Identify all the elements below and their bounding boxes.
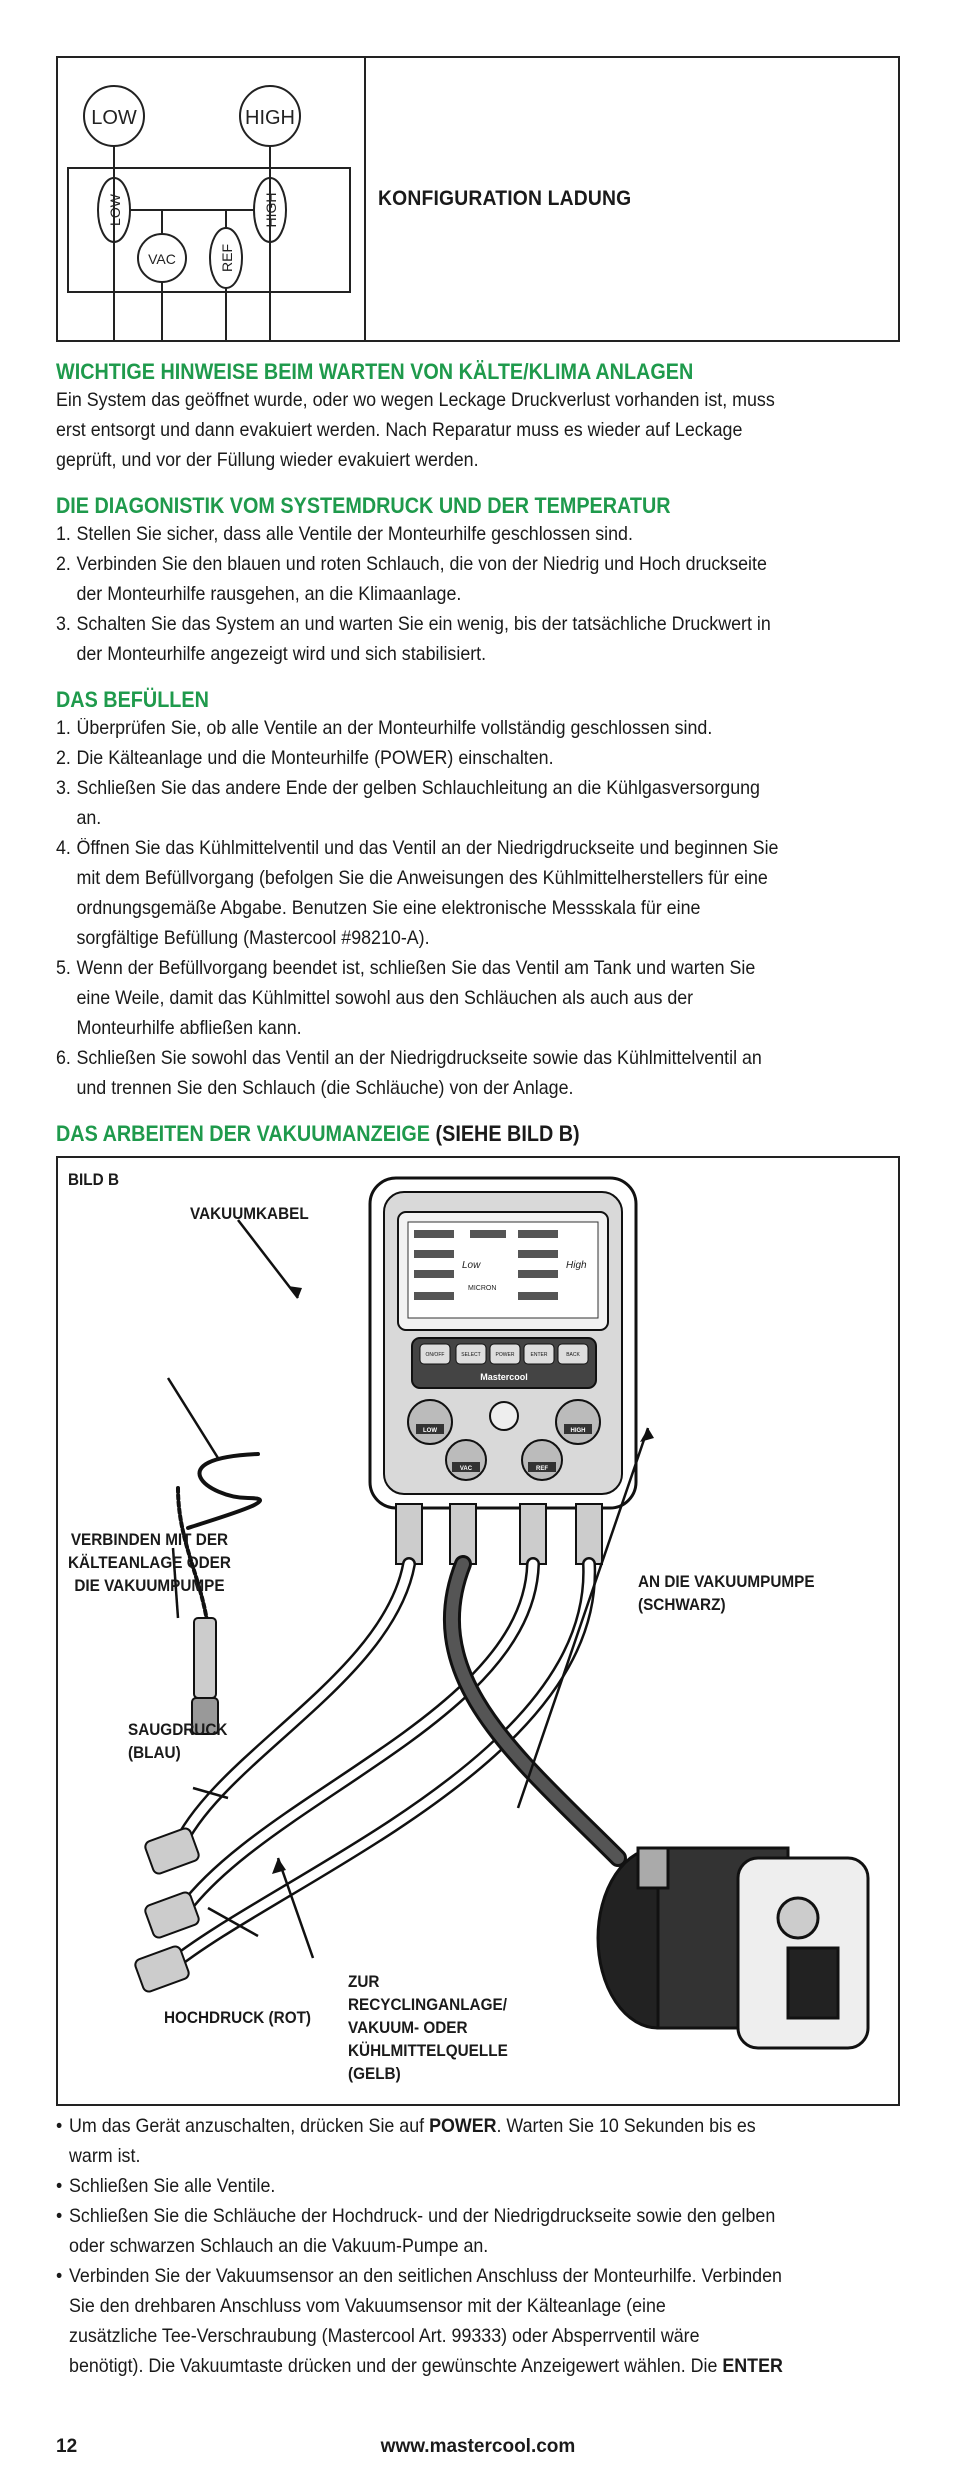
item-text: an. <box>76 808 102 829</box>
digital-manifold-device <box>370 1178 636 1564</box>
ref-valve-label: REF <box>219 244 235 272</box>
configuration-title-cell <box>366 58 898 340</box>
item-text: ordnungsgemäße Abgabe. Benutzen Sie eine elektronische Messskala für eine <box>76 898 701 919</box>
item-number: 2. <box>56 748 71 769</box>
bullet-item <box>56 2172 900 2202</box>
callout-line: (SCHWARZ) <box>638 1595 726 1614</box>
callout-suction-pressure <box>128 1718 227 1764</box>
item-number: 2. <box>56 554 71 575</box>
list-item <box>56 520 899 550</box>
callout-vacuum-pump <box>638 1570 815 1616</box>
item-number: 1. <box>56 524 71 545</box>
high-gauge-label: HIGH <box>245 107 295 129</box>
section-filling <box>56 686 900 1104</box>
item-text: mit dem Befüllvorgang (befolgen Sie die Anweisungen des Kühlmittelherstellers für eine <box>76 868 768 889</box>
heading-main: DAS ARBEITEN DER VAKUUMANZEIGE <box>56 1121 431 1146</box>
callout-line: DIE VAKUUMPUMPE <box>74 1576 225 1595</box>
text-run-bold: POWER <box>429 2116 497 2137</box>
callout-line: KÄLTEANLAGE ODER <box>68 1553 231 1572</box>
section-vacuum <box>56 1120 900 2382</box>
numbered-list <box>56 520 900 670</box>
manifold-illustration <box>58 1158 898 2104</box>
list-item <box>56 954 899 1044</box>
item-text: Monteurhilfe abfließen kann. <box>76 1018 302 1039</box>
bullet-item <box>56 2112 900 2172</box>
item-text: Verbinden Sie den blauen und roten Schlauch, die von der Niedrig und Hoch druckseite <box>76 554 767 575</box>
bullet-item <box>56 2202 900 2262</box>
callout-line: RECYCLINGANLAGE/ <box>348 1995 507 2014</box>
item-number: 3. <box>56 614 71 635</box>
callout-line: SAUGDRUCK <box>128 1720 228 1739</box>
configuration-diagram <box>58 58 366 340</box>
valve-high-label: HIGH <box>570 1428 586 1434</box>
list-item <box>56 610 899 670</box>
callout-line: KÜHLMITTELQUELLE <box>348 2041 508 2060</box>
display-low: Low <box>462 1260 481 1271</box>
text-line: Ein System das geöffnet wurde, oder wo wegen Leckage Druckverlust vorhanden ist, muss <box>56 390 775 411</box>
button-enter: ENTER <box>530 1352 548 1358</box>
section-heading: DAS BEFÜLLEN <box>56 687 209 712</box>
button-onoff: ON/OFF <box>425 1352 445 1358</box>
item-text: Öffnen Sie das Kühlmittelventil und das Ventil an der Niedrigdruckseite und beginnen Sie <box>76 838 779 859</box>
low-gauge-label: LOW <box>91 107 137 129</box>
heading-suffix: (SIEHE BILD B) <box>435 1121 580 1146</box>
text-run: Verbinden Sie der Vakuumsensor an den seitlichen Anschluss der Monteurhilfe. Verbinden <box>69 2266 782 2287</box>
valve-low-label: LOW <box>423 1428 437 1434</box>
section-heading: DIE DIAGONISTIK VOM SYSTEMDRUCK UND DER TEMPERATUR <box>56 493 671 518</box>
item-text: Die Kälteanlage und die Monteurhilfe (POWER) einschalten. <box>76 748 554 769</box>
item-text: und trennen Sie den Schlauch (die Schläuche) von der Anlage. <box>76 1078 574 1099</box>
text-run: . Warten Sie 10 Sekunden bis es <box>496 2116 756 2137</box>
figure-label: BILD B <box>68 1170 120 1189</box>
item-number: 1. <box>56 718 71 739</box>
item-text: sorgfältige Befüllung (Mastercool #98210-A). <box>76 928 430 949</box>
bullet-item <box>56 2262 900 2382</box>
button-select: SELECT <box>461 1352 481 1358</box>
text-run: warm ist. <box>69 2146 141 2167</box>
valve-ref-label: REF <box>536 1466 548 1472</box>
list-item <box>56 714 899 744</box>
list-item <box>56 834 899 954</box>
callout-line: AN DIE VAKUUMPUMPE <box>638 1572 815 1591</box>
item-text: Schließen Sie sowohl das Ventil an der Niedrigdruckseite sowie das Kühlmittelventil an <box>76 1048 762 1069</box>
text-run: benötigt). Die Vakuumtaste drücken und der gewünschte Anzeigewert wählen. Die <box>69 2356 723 2377</box>
callout-connect <box>68 1528 231 1597</box>
footer-url[interactable]: www.mastercool.com <box>380 2436 576 2457</box>
list-item <box>56 774 899 834</box>
item-text: Überprüfen Sie, ob alle Ventile an der Monteurhilfe vollständig geschlossen sind. <box>76 718 713 739</box>
text-run: Um das Gerät anzuschalten, drücken Sie auf <box>69 2116 430 2137</box>
manifold-schematic <box>58 58 362 340</box>
section-heading <box>56 1120 816 1148</box>
text-run: oder schwarzen Schlauch an die Vakuum-Pumpe an. <box>69 2236 489 2257</box>
callout-line: (BLAU) <box>128 1743 181 1762</box>
text-run-bold: ENTER <box>722 2356 783 2377</box>
item-text: eine Weile, damit das Kühlmittel sowohl aus den Schläuchen als auch aus der <box>76 988 694 1009</box>
numbered-list <box>56 714 900 1104</box>
item-number: 6. <box>56 1048 71 1069</box>
page-number: 12 <box>56 2436 78 2457</box>
item-text: Schalten Sie das System an und warten Sie ein wenig, bis der tatsächliche Druckwert in <box>76 614 771 635</box>
text-line: erst entsorgt und dann evakuiert werden. Nach Reparatur muss es wieder auf Leckage <box>56 420 743 441</box>
section-diagnostics <box>56 492 900 670</box>
configuration-box <box>56 56 900 342</box>
text-run: Schließen Sie die Schläuche der Hochdruck- und der Niedrigdruckseite sowie den gelben <box>69 2206 776 2227</box>
text-run: zusätzliche Tee-Verschraubung (Mastercool Art. 99333) oder Absperrventil wäre <box>69 2326 700 2347</box>
callout-recycling <box>348 1970 508 2085</box>
item-text: der Monteurhilfe angezeigt wird und sich stabilisiert. <box>76 644 487 665</box>
section-important-notes <box>56 358 900 476</box>
item-number: 3. <box>56 778 71 799</box>
page-content <box>56 56 900 2382</box>
item-number: 4. <box>56 838 71 859</box>
display-high: High <box>566 1260 587 1271</box>
list-item <box>56 1044 899 1104</box>
item-number: 5. <box>56 958 71 979</box>
figure-b <box>56 1156 900 2106</box>
button-power: POWER <box>495 1352 515 1358</box>
display-micron: MICRON <box>468 1285 497 1292</box>
item-text: Schließen Sie das andere Ende der gelben Schlauchleitung an die Kühlgasversorgung <box>76 778 760 799</box>
callout-line: VERBINDEN MIT DER <box>70 1530 229 1549</box>
callout-line: VAKUUM- ODER <box>348 2018 468 2037</box>
valve-vac-label: VAC <box>459 1466 473 1472</box>
callout-line: (GELB) <box>348 2064 401 2083</box>
list-item <box>56 744 899 774</box>
low-valve-label: LOW <box>107 194 123 226</box>
button-back: BACK <box>566 1352 580 1358</box>
text-run: Schließen Sie alle Ventile. <box>69 2176 276 2197</box>
callout-line: ZUR <box>348 1972 380 1991</box>
callout-vakuumkabel: VAKUUMKABEL <box>190 1204 309 1223</box>
section-heading: WICHTIGE HINWEISE BEIM WARTEN VON KÄLTE/KLIMA ANLAGEN <box>56 359 694 384</box>
list-item <box>56 550 899 610</box>
paragraph <box>56 386 900 476</box>
text-line: geprüft, und vor der Füllung wieder evakuiert werden. <box>56 450 479 471</box>
item-text: der Monteurhilfe rausgehen, an die Klimaanlage. <box>76 584 462 605</box>
bullet-list <box>56 2112 900 2382</box>
item-text: Wenn der Befüllvorgang beendet ist, schließen Sie das Ventil am Tank und warten Sie <box>76 958 756 979</box>
text-run: Sie den drehbaren Anschluss vom Vakuumsensor mit der Kälteanlage (eine <box>69 2296 666 2317</box>
high-valve-label: HIGH <box>263 192 279 228</box>
vac-valve-label: VAC <box>148 251 176 267</box>
item-text: Stellen Sie sicher, dass alle Ventile der Monteurhilfe geschlossen sind. <box>76 524 633 545</box>
configuration-title: KONFIGURATION LADUNG <box>378 187 632 210</box>
callout-high-pressure: HOCHDRUCK (ROT) <box>164 2008 312 2027</box>
device-brand: Mastercool <box>480 1372 528 1382</box>
vacuum-pump <box>598 1848 868 2048</box>
